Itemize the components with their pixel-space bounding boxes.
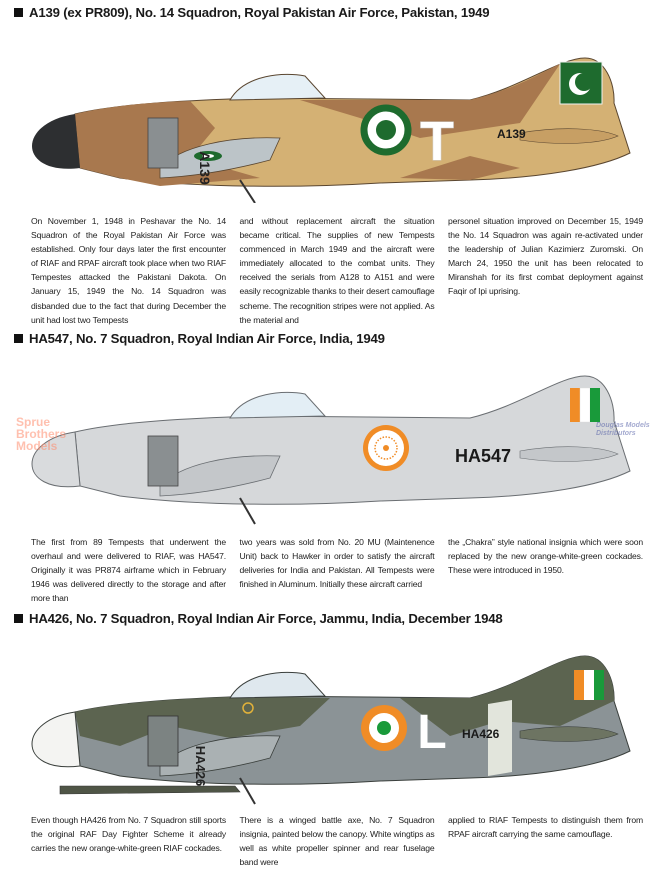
section-title-text: HA426, No. 7 Squadron, Royal Indian Air Force, Jammu, India, December 1948 xyxy=(29,611,503,626)
description-block-3 xyxy=(31,813,643,869)
title-square-icon xyxy=(14,8,23,17)
aircraft-serial: HA547 xyxy=(455,446,512,466)
watermark-douglas-models: Douglas Models Distributors xyxy=(596,422,650,437)
description-column-1: Even though HA426 from No. 7 Squadron still sports the original RAF Day Fighter Scheme it already carries the new orange-white-green RIAF cockades. xyxy=(31,815,226,854)
description-column-2: There is a winged battle axe, No. 7 Squadron insignia, painted below the canopy. White wingtips as well as white propeller spinner and rear fuselage band were xyxy=(239,815,435,868)
description-column-3: personel situation improved on December 15, 1949 the No. 14 Squadron was again re-activated under the leadership of Julian Kazimierz Zuromski. On March 24, 1950 the unit has been relocated to Miranshah for its first combat deployment against Faqir of Ipi uprising. xyxy=(448,216,643,297)
watermark-sprue-brothers: Sprue Brothers Models xyxy=(16,415,67,453)
description-block-2 xyxy=(31,535,643,605)
description-block-1 xyxy=(31,214,643,327)
underwing-code: HA426 xyxy=(193,745,208,787)
description-column-2: and without replacement aircraft the situation became critical. The supplies of new Tempests commenced in March 1949 and the aircraft were immediately allocated to the combat units. They received the serials from A128 to A151 and were easily recognizable thanks to their desert camouflage scheme. The recognition stripes were not applied. As the material and xyxy=(239,216,435,325)
section-title-3 xyxy=(14,611,503,626)
title-square-icon xyxy=(14,334,23,343)
title-square-icon xyxy=(14,614,23,623)
aircraft-serial: A139 xyxy=(497,127,526,141)
description-column-1: On November 1, 1948 in Peshavar the No. 14 Squadron of the Royal Pakistan Air Force was established. Only four days later the first encounter of RIAF and RPAF aircraft took place when two RIAF Tempestes attacked the Pakistani Dakota. On January 15, 1949 the No. 14 Squadron was disbanded due to the fact that during December the unit had lost two Tempests xyxy=(31,216,226,325)
aircraft-profile-ha426 xyxy=(0,626,670,806)
description-column-1: The first from 89 Tempests that underwent the overhaul and were delivered to RIAF, was HA547. Originally it was PR874 airframe which in February 1946 was delivered directly to the storage and after more than xyxy=(31,537,226,604)
description-column-3: the „Chakra” style national insignia which were soon replaced by the new orange-white-green cockades. These were introduced in 1950. xyxy=(448,537,643,576)
aircraft-profile-a139 xyxy=(0,28,670,203)
section-title-2 xyxy=(14,331,385,346)
fuselage-code-letter: T xyxy=(419,109,455,172)
description-column-2: two years was sold from No. 20 MU (Maintenence Unit) back to Hawker in order to satisfy the aircraft deliveries for India and Pakistan. All Tempests were finished in Aluminum. Initially these aircraft carried xyxy=(239,537,435,590)
aircraft-serial: HA426 xyxy=(462,727,500,741)
aircraft-profile-ha547 xyxy=(0,346,670,526)
underwing-code: A139 xyxy=(197,151,213,185)
section-title-1 xyxy=(14,5,489,20)
fuselage-code-letter: L xyxy=(417,706,447,759)
description-column-3: applied to RIAF Tempests to distinguish them from RPAF aircraft carrying the same camouflage. xyxy=(448,815,643,840)
section-title-text: A139 (ex PR809), No. 14 Squadron, Royal Pakistan Air Force, Pakistan, 1949 xyxy=(29,5,490,20)
section-title-text: HA547, No. 7 Squadron, Royal Indian Air Force, India, 1949 xyxy=(29,331,385,346)
